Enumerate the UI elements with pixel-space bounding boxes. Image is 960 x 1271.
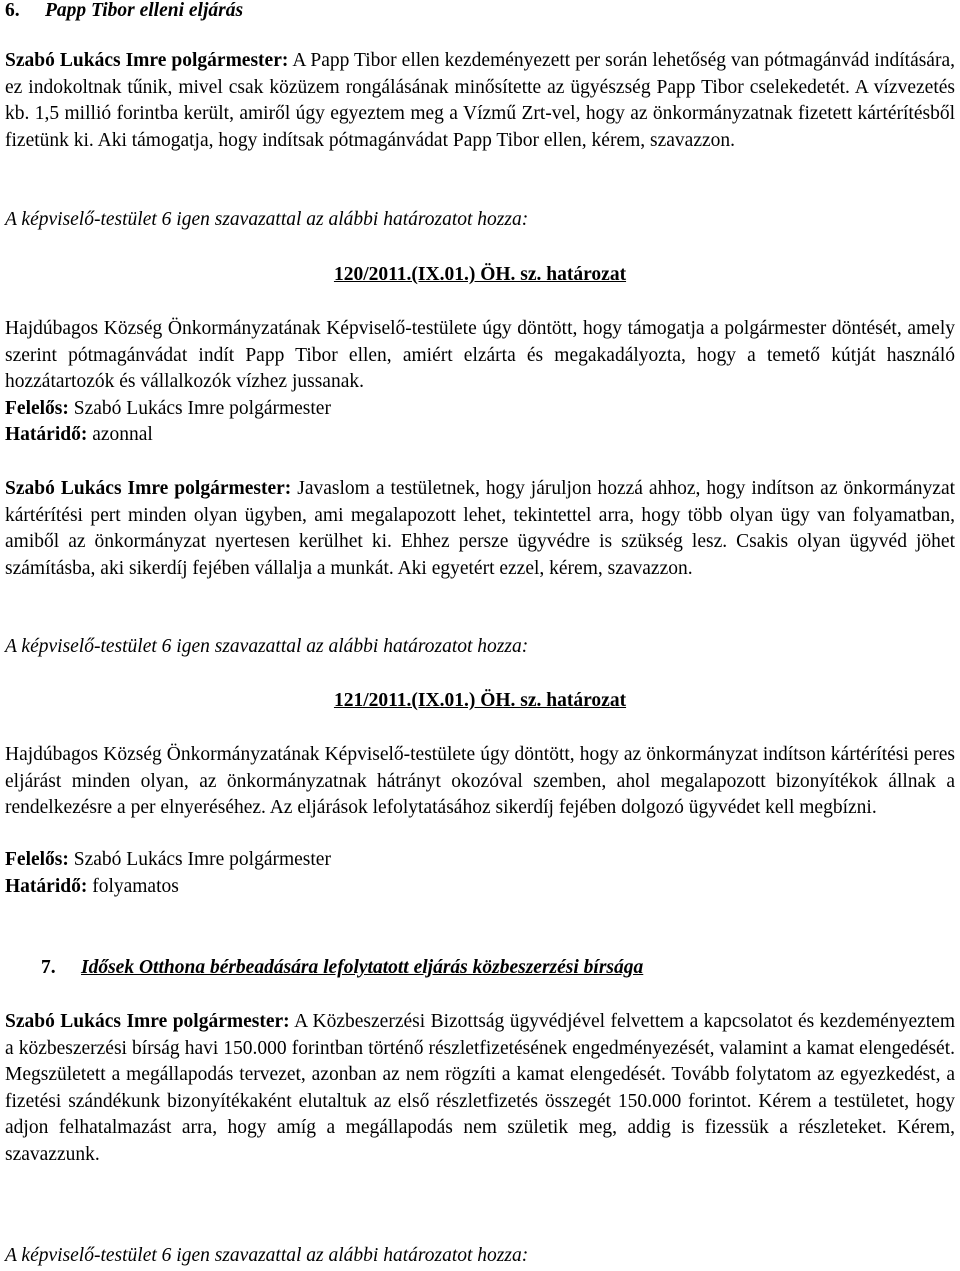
responsible-label: Felelős: — [5, 398, 69, 419]
section-number: 7. — [41, 957, 56, 978]
deadline-value: folyamatos — [92, 876, 179, 897]
vote-statement-3: A képviselő-testület 6 igen szavazattal az alábbi határozatot hozza: — [5, 1245, 529, 1266]
section-title: Idősek Otthona bérbeadására lefolytatott eljárás közbeszerzési bírsága — [81, 957, 644, 978]
deadline-line-2 — [5, 874, 955, 901]
responsible-value: Szabó Lukács Imre polgármester — [73, 398, 331, 419]
deadline-line — [5, 422, 955, 449]
vote-statement: A képviselő-testület 6 igen szavazattal az alábbi határozatot hozza: — [5, 209, 529, 230]
deadline-value: azonnal — [92, 424, 153, 445]
speech-text: Javaslom a testületnek, hogy járuljon hozzá ahhoz, hogy indítson az önkormányzat kártérítési pert minden olyan ügyben, ami megalapozott lehet, tekintettel arra, hogy több olyan ügy van folyamatban, amiből az önkormányzat nyertesen kerülhet ki. Ehhez persze ügyvédre is szükség lesz. Csakis olyan ügyvéd jöhet számításba, aki sikerdíj fejében vállalja a munkát. Aki egyetért ezzel, kérem, szavazzon. — [5, 478, 956, 579]
responsible-line-2 — [5, 847, 955, 874]
responsible-line — [5, 396, 955, 423]
resolution-title: 120/2011.(IX.01.) ÖH. sz. határozat — [333, 264, 627, 285]
section-title: Papp Tibor elleni eljárás — [45, 0, 244, 21]
speaker-name: Szabó Lukács Imre polgármester: — [5, 1011, 290, 1032]
resolution-text-2: Hajdúbagos Község Önkormányzatának Képviselő-testülete úgy döntött, hogy az önkormányzat indítson kártérítési peres eljárást minden olyan, az önkormányzatnak hátrányt okozóval szemben, ahol megalapozott bizonyítékok állnak a rendelkezésre a per elnyeréséhez. Az eljárások lefolytatásához sikerdíj fejében dolgozó ügyvédet kell megbízni. — [5, 744, 955, 818]
speech-paragraph — [5, 48, 955, 154]
speech-text: A Közbeszerzési Bizottság ügyvédjével felvettem a kapcsolatot és kezdeményeztem a közbeszerzési bírság havi 150.000 forintban történő részletfizetésének engedményezését, valamint a kamat elengedését. Megszületett a megállapodás tervezet, azonban az nem rögzíti a kamat elengedését. Tovább folytatom az egyezkedést, a fizetési szándékunk bizonyítékaként elutaltuk az első részletfizetés összegét 150.000 forintot. Kérem a testületet, hogy adjon felhatalmazást arra, hogy amíg a megállapodás nem születik meg, addig is fizessük a részleteket. Kérem, szavazzunk. — [5, 1011, 955, 1165]
deadline-label: Határidő: — [5, 876, 88, 897]
responsible-label: Felelős: — [5, 849, 69, 870]
resolution-text: Hajdúbagos Község Önkormányzatának Képviselő-testülete úgy döntött, hogy támogatja a polgármester döntését, amely szerint pótmagánvádat indít Papp Tibor ellen, amiért elzárta és megakadályozta, hogy a temető kútját használó hozzátartozók és vállalkozók vízhez jussanak. — [5, 318, 955, 392]
speaker-name: Szabó Lukács Imre polgármester: — [5, 478, 292, 499]
resolution-title-2: 121/2011.(IX.01.) ÖH. sz. határozat — [333, 690, 627, 711]
deadline-label: Határidő: — [5, 424, 88, 445]
responsible-value: Szabó Lukács Imre polgármester — [73, 849, 331, 870]
section-6-heading — [5, 0, 955, 25]
speaker-name: Szabó Lukács Imre polgármester: — [5, 50, 289, 71]
section-7-heading — [5, 955, 955, 982]
speech-paragraph-3 — [5, 1009, 955, 1168]
speech-paragraph-2 — [5, 476, 955, 582]
section-number: 6. — [5, 0, 20, 21]
speech-text: A Papp Tibor ellen kezdeményezett per során lehetőség van pótmagánvád indítására, ez indokoltnak tűnik, mivel csak közüzem rongálásának minősítette az ügyészség Papp Tibor cselekedetét. A vízvezetés kb. 1,5 millió forintba került, amiről úgy egyeztem meg a Vízmű Zrt-vel, hogy az önkormányzatnak fizetett kártérítésből fizetünk ki. Aki támogatja, hogy indítsak pótmagánvádat Papp Tibor ellen, kérem, szavazzon. — [5, 50, 955, 151]
vote-statement-2: A képviselő-testület 6 igen szavazattal az alábbi határozatot hozza: — [5, 636, 529, 657]
